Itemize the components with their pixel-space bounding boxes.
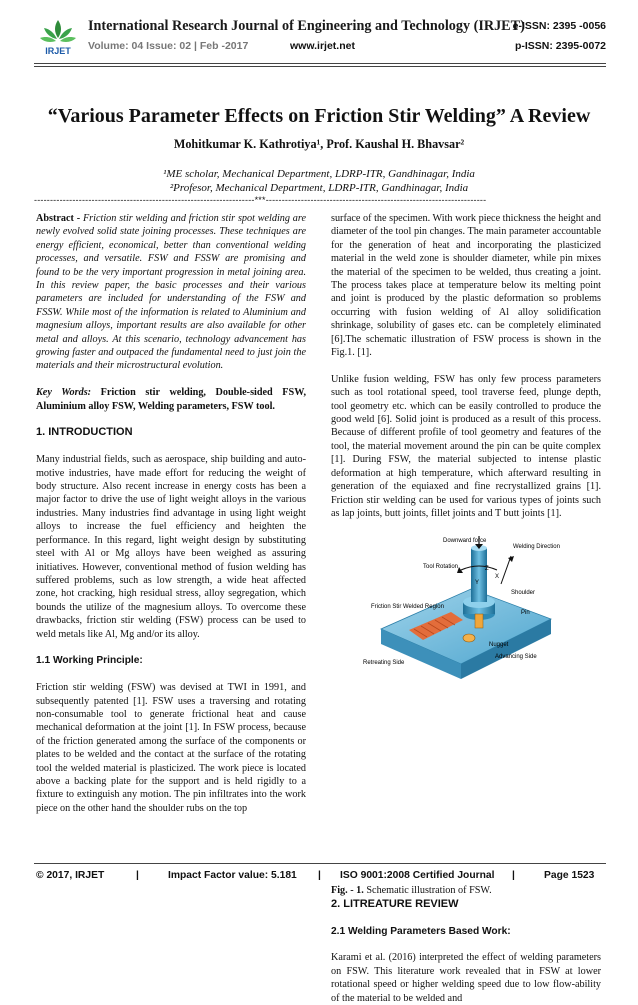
- axis-y: Y: [475, 580, 480, 587]
- label-downward-force: Downward force: [443, 538, 487, 545]
- header-divider: [34, 63, 606, 64]
- affiliation-1: ¹ME scholar, Mechanical Department, LDRP-ITR, Gandhinagar, India: [163, 168, 475, 180]
- svg-text:IRJET: IRJET: [45, 46, 71, 56]
- right-text-2: Unlike fusion welding, FSW has only few process parameters such as tool rotational speed, tool traverse feed, plunge depth, tool geometry etc. which can be easily controlled to produce the good weld [6]. Solid joint is produced as a result of this process. Because of different profile of tool geometry and features of the tool, the material movement around the pin can be quite complex [1]. During FSW, the material subjected to intense plastic deformation at high temperature, which afterward resulting in generation of the equiaxed and fine recrystallized grains [1]. Friction stir welding can be used for various types of joints such as lap joints, butt joints, fillet joints and T butt joints [1].: [331, 373, 601, 519]
- irjet-logo: [36, 16, 80, 60]
- axis-x: X: [495, 574, 500, 581]
- footer-iso: ISO 9001:2008 Certified Journal: [340, 870, 495, 881]
- working-text: Friction stir welding (FSW) was devised at TWI in 1991, and subsequently patented [1]. FSW uses a traversing and rotating non-consumable tool to generate frictional heat and cause mechanical deformation at the joint [1]. In FSW process, because of the friction generated among the surface of the components or plates to be welded and the contact at the surface of the rotating tool the welded material is plasticized. The work piece is located above a backing plate for the support and is held rigidly to a fixture to extinguish any motion. The pin infiltrates into the work piece on the other hand the shoulder rubs on the top: [36, 682, 306, 814]
- fsw-figure: [331, 520, 601, 884]
- figure-caption: [331, 884, 601, 897]
- label-advancing: Advancing Side: [495, 654, 537, 661]
- lit-sub-heading: 2.1 Welding Parameters Based Work:: [331, 925, 511, 937]
- journal-title: International Research Journal of Engineering and Technology (IRJET): [88, 18, 525, 34]
- keywords: [36, 386, 306, 413]
- figure-caption-text: Schematic illustration of FSW.: [366, 885, 492, 897]
- label-welding-direction: Welding Direction: [513, 544, 560, 551]
- paper-title: “Various Parameter Effects on Friction Stir Welding” A Review: [47, 105, 591, 127]
- keywords-text: Friction stir welding, Double-sided FSW, Aluminium alloy FSW, Welding parameters, FSW tool.: [36, 387, 306, 412]
- label-tool-rotation: Tool Rotation: [423, 564, 459, 571]
- label-pin: Pin: [521, 610, 530, 617]
- right-column: [331, 212, 601, 1005]
- footer-sep-2: |: [318, 870, 321, 881]
- lit-text: Karami et al. (2016) interpreted the effect of welding parameters on FSW. This literature work revealed that in FSW at lower rotational speed or higher welding speed due to low flow-ability of the material to be welded and: [331, 952, 601, 1004]
- axis-z: Z: [485, 566, 489, 573]
- journal-website: www.irjet.net: [290, 40, 355, 52]
- header-divider-thin: [34, 66, 606, 67]
- fsw-schematic: [361, 534, 561, 684]
- section-separator: ---------------------------------------------------------------------***---------------------------------------------------------------------: [34, 195, 487, 205]
- volume-issue: Volume: 04 Issue: 02 | Feb -2017: [88, 40, 249, 52]
- label-retreating: Retreating Side: [363, 660, 405, 667]
- paper-authors: Mohitkumar K. Kathrotiya¹, Prof. Kaushal H. Bhavsar²: [173, 137, 465, 151]
- pissn: p-ISSN: 2395-0072: [514, 40, 606, 52]
- footer-sep-1: |: [136, 870, 139, 881]
- abstract-text: Friction stir welding and friction stir spot welding are newly evolved solid state joining processes. These techniques are energy efficient, economical, better than conventional welding processes, and versatile. FSW and FSSW are promising and found to be the very important progression in metal joining area. In this review paper, the basic processes and their various parameters are included for understanding of the FSW and FSSW. While most of the information is related to Aluminium and magnesium alloys, important results are also available for other metal and alloys. At this scenario, technology advancement has growing faster and outpaced the fundamental need to just join the materials and their microstructural evolution.: [36, 213, 307, 372]
- working-heading: 1.1 Working Principle:: [36, 655, 143, 667]
- journal-header: [36, 16, 606, 60]
- abstract: [36, 212, 306, 373]
- affiliation-2: ²Profesor, Mechanical Department, LDRP-ITR, Gandhinagar, India: [169, 182, 469, 194]
- left-column: [36, 212, 306, 815]
- lit-heading: 2. LITREATURE REVIEW: [331, 897, 459, 910]
- figure-caption-label: Fig. - 1.: [331, 885, 364, 897]
- footer-divider: [34, 863, 606, 864]
- eissn: e-ISSN: 2395 -0056: [512, 20, 606, 32]
- intro-text: Many industrial fields, such as aerospace, ship building and auto-motive industries, have made effort for reducing the weight of body structure. Also recent increase in energy costs has been a major factor to drive the use of light weight alloys in the various industries. Many industries find advantage in using light weight alloys to increase the fuel efficiency and heighten the performance. In this regard, light weight design by substituting steel with Al or Mg alloys have been weighed as assuring initiatives. However, conventional method of fusion welding has suffered problems, such as low strength, a wide heat affected zone, hot cracking, high residual stress, alloy segregation, which bounds the utilize of the magnesium alloys. To overcome these drawbacks, friction stir welding (FSW) process can be used to weld metals like Al, Mg and/or its alloy.: [36, 454, 306, 640]
- abstract-label: Abstract -: [36, 213, 81, 224]
- label-nugget: Nugget: [489, 642, 509, 649]
- label-fsw-region: Friction Stir Welded Region: [371, 604, 444, 611]
- right-text-1: surface of the specimen. With work piece thickness the height and diameter of the tool pin changes. The main parameter accountable for the generation of heat and incorporating the plasticized material in the weld zone is shoulder diameter, while pin mixes the material of the specimen to be welded, thus creating a joint. The process takes place at temperature below its melting point and joint is produced by the plastic deformation so problems occurring with fusion welding of Al alloy solidification shrinkage, solubility of gases etc. can be completely eliminated [6].The schematic illustration of FSW process is shown in the Fig.1. [1].: [331, 213, 601, 359]
- intro-heading: 1. INTRODUCTION: [36, 426, 133, 439]
- keywords-label: Key Words:: [36, 387, 92, 399]
- footer-impact: Impact Factor value: 5.181: [168, 870, 297, 881]
- footer-page: Page 1523: [544, 870, 595, 881]
- footer-sep-3: |: [512, 870, 515, 881]
- footer-copyright: © 2017, IRJET: [36, 870, 105, 881]
- label-shoulder: Shoulder: [511, 590, 536, 597]
